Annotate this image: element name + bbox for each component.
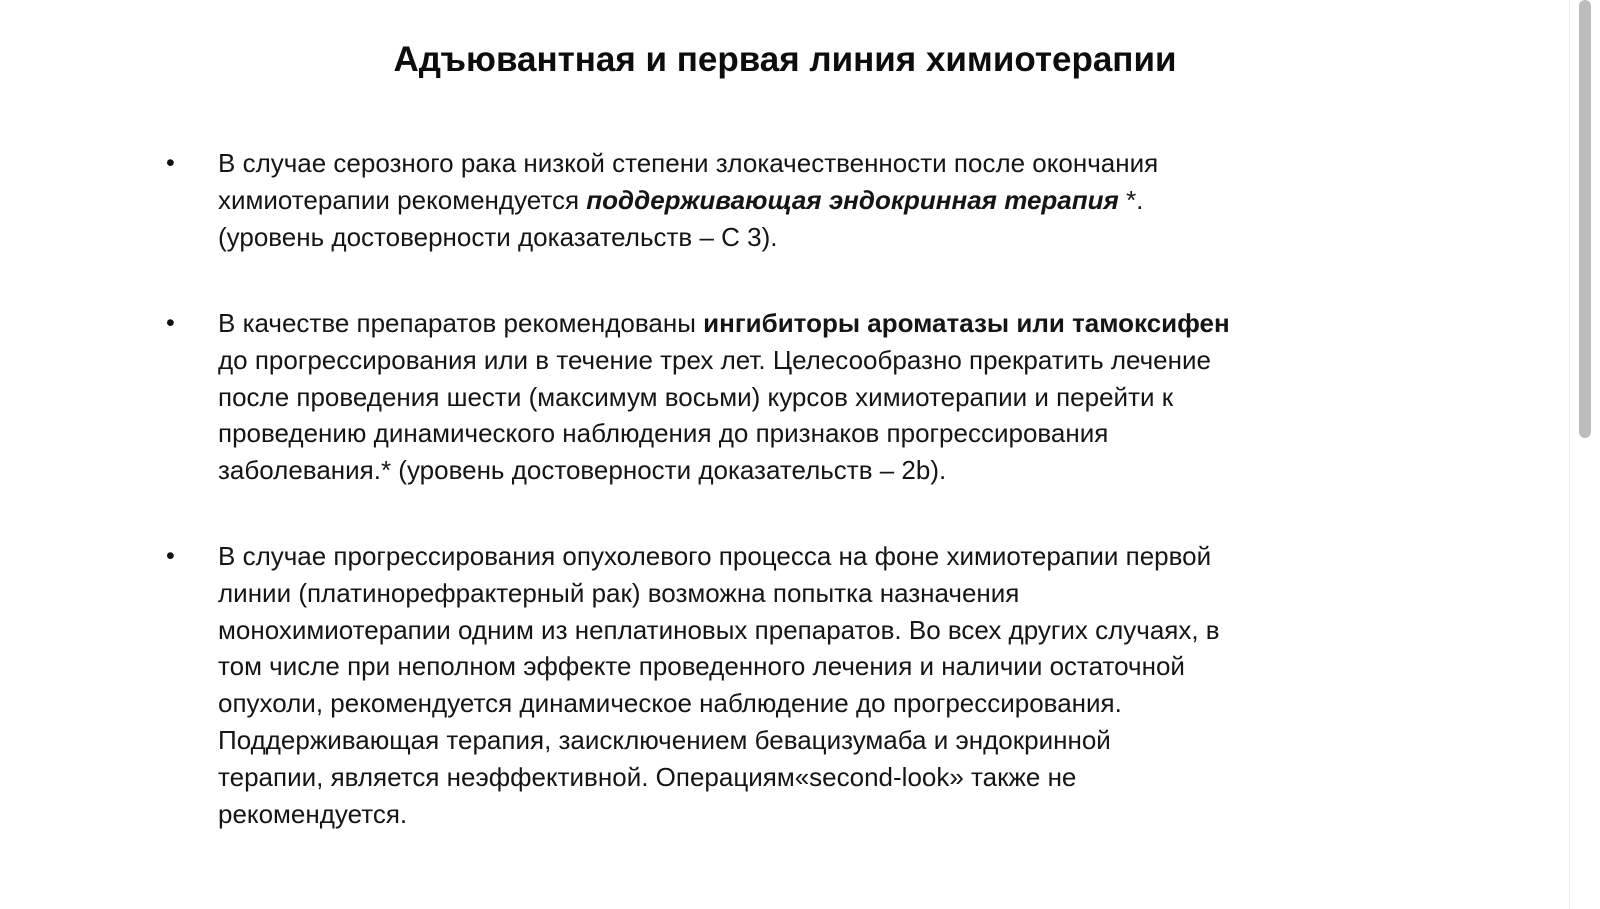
bullet-line: опухоли, рекомендуется динамическое наблюдение до прогрессирования.: [218, 688, 1122, 719]
bullet-line: после проведения шести (максимум восьми) курсов химиотерапии и перейти к: [218, 381, 1174, 412]
strong-text: ингибиторы ароматазы или тамоксифен: [703, 308, 1230, 338]
bullet-line: (уровень достоверности доказательств – С 3).: [218, 221, 778, 252]
slide-title: Адъювантная и первая линия химиотерапии: [393, 40, 1177, 79]
bullet-line: до прогрессирования или в течение трех лет. Целесообразно прекратить лечение: [218, 344, 1211, 375]
scrollbar-thumb[interactable]: [1579, 0, 1591, 438]
bullet-line: терапии, является неэффективной. Операциям«second-look» также не: [218, 761, 1077, 792]
emphasis-text: поддерживающая эндокринная терапия: [586, 184, 1119, 215]
bullet-marker: •: [166, 149, 175, 177]
bullet-line: [218, 305, 1448, 342]
bullet-line: [218, 182, 1448, 219]
text-run: химиотерапии рекомендуется: [218, 184, 587, 215]
text-run: *.: [1118, 184, 1144, 215]
bullet-line: Поддерживающая терапия, заисключением бевацизумаба и эндокринной: [218, 724, 1111, 755]
bullet-line: том числе при неполном эффекте проведенного лечения и наличии остаточной: [218, 651, 1185, 682]
bullet-line: монохимиотерапии одним из неплатиновых препаратов. Во всех других случаях, в: [218, 614, 1220, 645]
bullet-line: заболевания.* (уровень достоверности доказательств – 2b).: [218, 455, 947, 486]
bullet-line: линии (платинорефрактерный рак) возможна попытка назначения: [218, 577, 1020, 608]
bullet-marker: •: [166, 309, 175, 337]
bullet-marker: •: [166, 542, 175, 570]
bullet-line: рекомендуется.: [218, 798, 408, 829]
text-run: В качестве препаратов рекомендованы: [218, 308, 704, 338]
bullet-line: В случае прогрессирования опухолевого процесса на фоне химиотерапии первой: [218, 541, 1212, 571]
bullet-line: проведению динамического наблюдения до признаков прогрессирования: [218, 418, 1109, 449]
bullet-item-2: [218, 305, 1448, 489]
bullet-item-1: [218, 145, 1448, 255]
bullet-line: В случае серозного рака низкой степени злокачественности после окончания: [218, 148, 1159, 178]
bullet-item-3: [218, 538, 1448, 832]
vertical-scrollbar[interactable]: [1569, 0, 1600, 909]
